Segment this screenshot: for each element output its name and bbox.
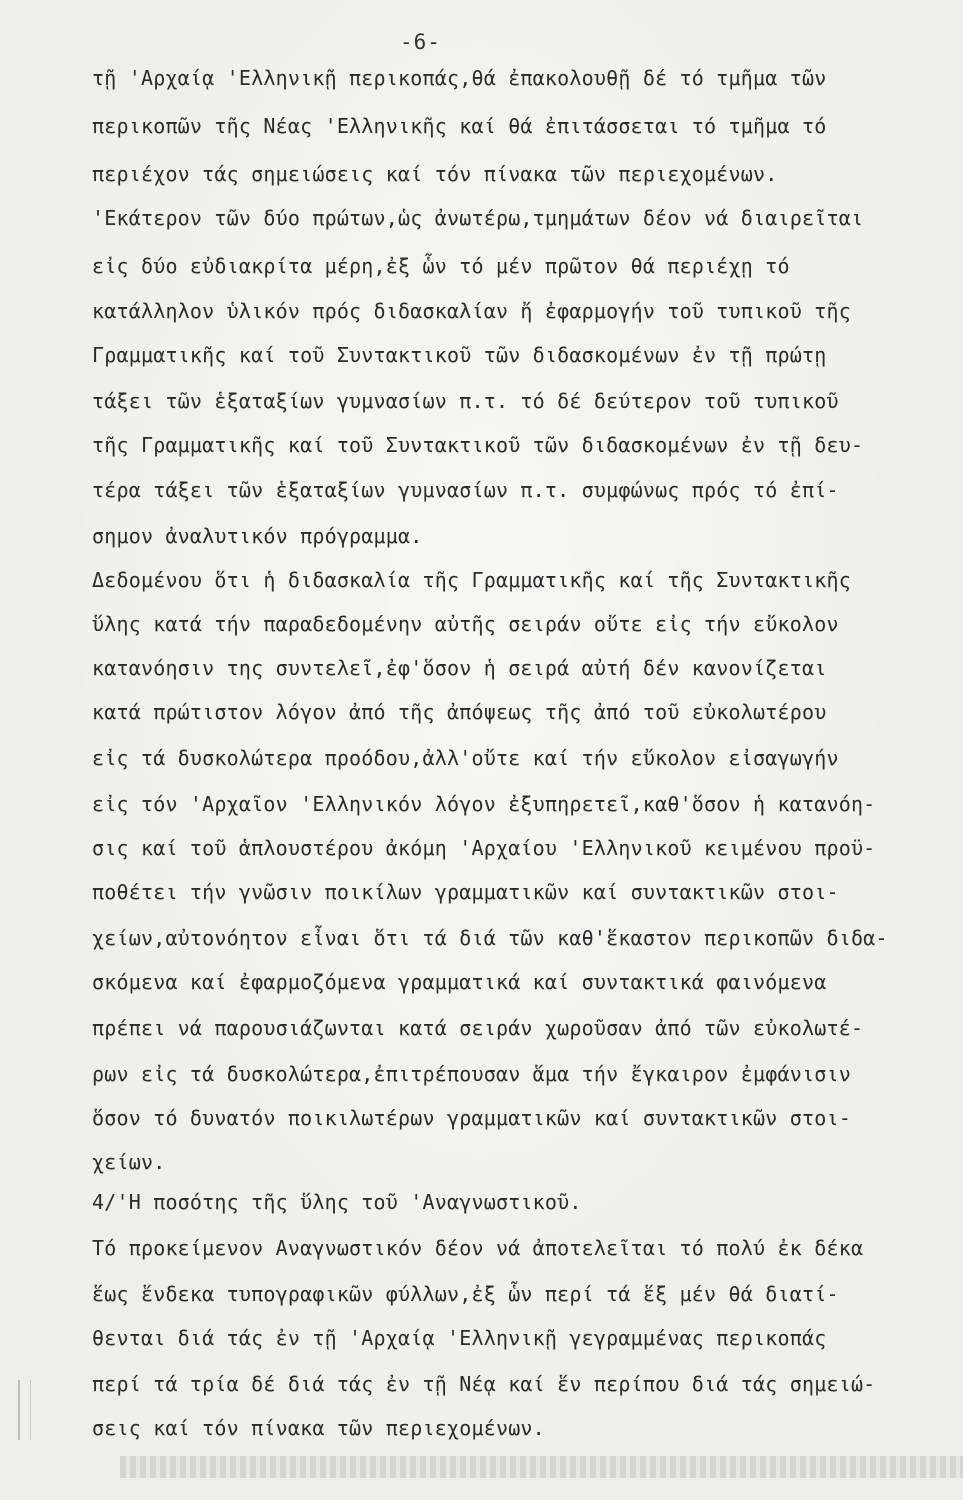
text-line: τάξει τῶν ἑξαταξίων γυμνασίων π.τ. τό δέ δεύτερον τοῦ τυπικοῦ (92, 389, 839, 413)
text-line: πρέπει νά παρουσιάζωνται κατά σειράν χωροῦσαν ἀπό τῶν εὐκολωτέ- (92, 1016, 864, 1040)
section-heading: 4/'Η ποσότης τῆς ὕλης τοῦ 'Αναγνωστικοῦ. (92, 1190, 582, 1214)
text-line: 'Εκάτερον τῶν δύο πρώτων,ὡς ἀνωτέρω,τμημάτων δέον νά διαιρεῖται (92, 206, 864, 230)
text-line: ποθέτει τήν γνῶσιν ποικίλων γραμματικῶν καί συντακτικῶν στοι- (92, 880, 839, 904)
text-line: περί τά τρία δέ διά τάς ἐν τῇ Νέᾳ καί ἕν περίπου διά τάς σημειώ- (92, 1372, 876, 1396)
text-line: ρων εἰς τά δυσκολώτερα,ἐπιτρέπουσαν ἅμα τήν ἔγκαιρον ἐμφάνισιν (92, 1062, 851, 1086)
text-line: τῇ 'Αρχαίᾳ 'Ελληνικῇ περικοπάς,θά ἐπακολουθῇ δέ τό τμῆμα τῶν (92, 66, 827, 90)
text-line: κατανόησιν της συντελεῖ,ἐφ'ὅσον ἡ σειρά αὐτή δέν κανονίζεται (92, 656, 827, 680)
text-line: θενται διά τάς ἐν τῇ 'Αρχαίᾳ 'Ελληνικῇ γεγραμμένας περικοπάς (92, 1326, 827, 1350)
text-line: Γραμματικῆς καί τοῦ Συντακτικοῦ τῶν διδασκομένων ἐν τῇ πρώτῃ (92, 343, 827, 367)
text-line: εἰς δύο εὐδιακρίτα μέρη,ἐξ ὧν τό μέν πρῶτον θά περιέχῃ τό (92, 254, 790, 278)
text-line: τέρα τάξει τῶν ἑξαταξίων γυμνασίων π.τ. συμφώνως πρός τό ἐπί- (92, 478, 839, 502)
text-line: περικοπῶν τῆς Νέας 'Ελληνικῆς καί θά ἐπιτάσσεται τό τμῆμα τό (92, 114, 827, 138)
text-line: σεις καί τόν πίνακα τῶν περιεχομένων. (92, 1416, 545, 1440)
text-line: τῆς Γραμματικῆς καί τοῦ Συντακτικοῦ τῶν διδασκομένων ἐν τῇ δευ- (92, 433, 864, 457)
text-line: εἰς τόν 'Αρχαῖον 'Ελληνικόν λόγον ἐξυπηρετεῖ,καθ'ὅσον ἡ κατανόη- (92, 792, 876, 816)
text-line: χείων. (92, 1150, 166, 1174)
text-line: χείων,αὐτονόητον εἶναι ὅτι τά διά τῶν καθ'ἕκαστον περικοπῶν διδα- (92, 926, 888, 950)
text-line: σκόμενα καί ἐφαρμοζόμενα γραμματικά καί συντακτικά φαινόμενα (92, 970, 827, 994)
text-line: Δεδομένου ὅτι ἡ διδασκαλία τῆς Γραμματικῆς καί τῆς Συντακτικῆς (92, 568, 851, 592)
text-line: κατάλληλον ὑλικόν πρός διδασκαλίαν ἤ ἐφαρμογήν τοῦ τυπικοῦ τῆς (92, 299, 851, 323)
text-line: ὕλης κατά τήν παραδεδομένην αὐτῆς σειράν οὔτε εἰς τήν εὔκολον (92, 612, 839, 636)
text-line: ἕως ἕνδεκα τυπογραφικῶν φύλλων,ἐξ ὧν περί τά ἕξ μέν θά διατί- (92, 1282, 839, 1306)
margin-mark (18, 1380, 31, 1440)
text-line: ὅσον τό δυνατόν ποικιλωτέρων γραμματικῶν καί συντακτικῶν στοι- (92, 1106, 851, 1130)
bottom-smudge (120, 1456, 963, 1478)
text-line: σημον ἀναλυτικόν πρόγραμμα. (92, 524, 423, 548)
text-line: εἰς τά δυσκολώτερα προόδου,ἀλλ'οὔτε καί τήν εὔκολον εἰσαγωγήν (92, 746, 839, 770)
text-line: περιέχον τάς σημειώσεις καί τόν πίνακα τῶν περιεχομένων. (92, 162, 778, 186)
page-number: -6- (400, 30, 441, 54)
text-line: κατά πρώτιστον λόγον ἀπό τῆς ἀπόψεως τῆς ἀπό τοῦ εὐκολωτέρου (92, 700, 827, 724)
text-line: σις καί τοῦ ἁπλουστέρου ἀκόμη 'Αρχαίου 'Ελληνικοῦ κειμένου προϋ- (92, 836, 876, 860)
text-line: Τό προκείμενον Αναγνωστικόν δέον νά ἀποτελεῖται τό πολύ ἐκ δέκα (92, 1236, 864, 1260)
